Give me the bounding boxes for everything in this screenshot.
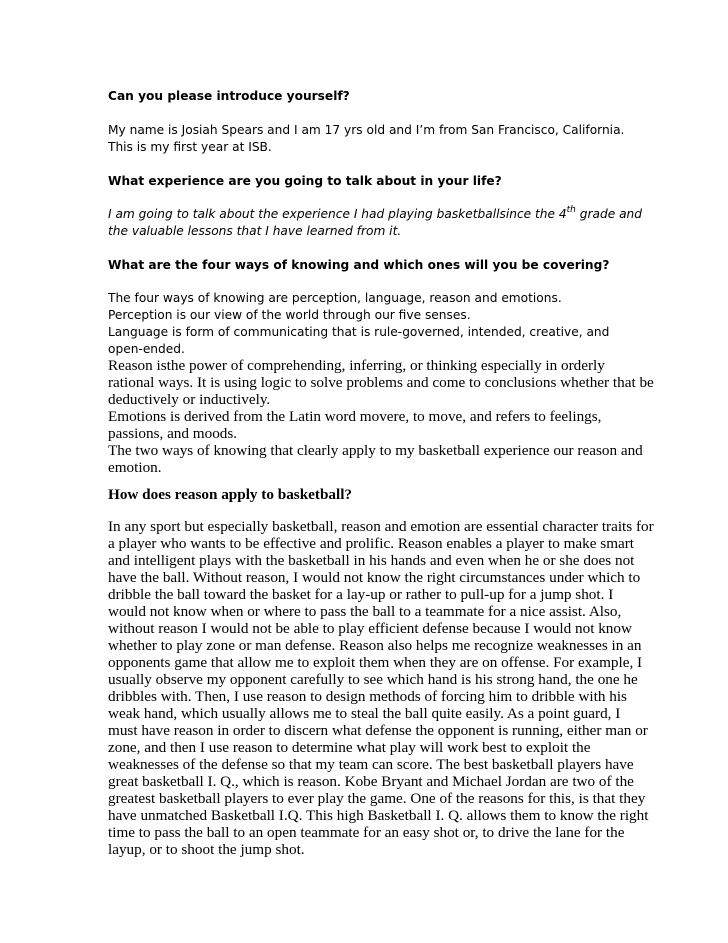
answer-line: greatest basketball players to ever play the game. One of the reasons for this, is that they bbox=[108, 790, 646, 807]
answer-line: have the ball. Without reason, I would not know the right circumstances under which to bbox=[108, 569, 641, 586]
answer-line: layup, or to shoot the jump shot. bbox=[108, 841, 305, 858]
answer-line: Emotions is derived from the Latin word movere, to move, and refers to feelings, bbox=[108, 408, 602, 425]
answer-line: without reason I would not be able to play efficient defense because I would not know bbox=[108, 620, 632, 637]
answer-line: usually observe my opponent carefully to see which hand is his strong hand, the one he bbox=[108, 671, 638, 688]
ordinal-suffix: th bbox=[566, 205, 576, 215]
question-introduce: Can you please introduce yourself? bbox=[108, 89, 350, 103]
answer-line: a player who wants to be effective and prolific. Reason enables a player to make smart bbox=[108, 535, 635, 552]
answer-line: rational ways. It is using logic to solve problems and come to conclusions whether that be bbox=[108, 374, 654, 391]
answer-line: weaknesses of the defense so that my team can score. The best basketball players have bbox=[108, 756, 634, 773]
answer-line: In any sport but especially basketball, reason and emotion are essential character traits for bbox=[108, 518, 654, 535]
answer-experience-text: I am going to talk about the experience I had playing basketballsince the 4 bbox=[108, 207, 567, 221]
answer-line: must have reason in order to discern what defense the opponent is running, either man or bbox=[108, 722, 648, 739]
answer-line: have unmatched Basketball I.Q. This high Basketball I. Q. allows them to know the right bbox=[108, 807, 649, 824]
answer-introduce-line: This is my first year at ISB. bbox=[108, 140, 272, 154]
answer-line: great basketball I. Q., which is reason. Kobe Bryant and Michael Jordan are two of the bbox=[108, 773, 634, 790]
answer-line: weak hand, which usually allows me to steal the ball quite easily. As a point guard, I bbox=[108, 705, 621, 722]
answer-introduce-line: My name is Josiah Spears and I am 17 yrs old and I’m from San Francisco, California. bbox=[108, 123, 625, 137]
answer-line: time to pass the ball to an open teammate for an easy shot or, to drive the lane for the bbox=[108, 824, 625, 841]
answer-line: whether to play zone or man defense. Reason also helps me recognize weaknesses in an bbox=[108, 637, 642, 654]
answer-line: open-ended. bbox=[108, 342, 185, 356]
answer-line: The four ways of knowing are perception, language, reason and emotions. bbox=[108, 291, 562, 305]
answer-line: would not know when or where to pass the ball to a teammate for a nice assist. Also, bbox=[108, 603, 622, 620]
answer-line: and intelligent plays with the basketball in his hands and even when he or she does not bbox=[108, 552, 635, 569]
answer-line: Language is form of communicating that is rule-governed, intended, creative, and bbox=[108, 325, 610, 339]
question-reason-basketball: How does reason apply to basketball? bbox=[108, 486, 353, 503]
answer-experience-text: grade and bbox=[575, 207, 643, 221]
answer-line: passions, and moods. bbox=[108, 425, 238, 442]
answer-line: dribbles with. Then, I use reason to design methods of forcing him to dribble with his bbox=[108, 688, 627, 705]
answer-line: dribble the ball toward the basket for a lay-up or rather to pull-up for a jump shot. I bbox=[108, 586, 614, 603]
answer-line: emotion. bbox=[108, 459, 162, 476]
answer-line: Perception is our view of the world through our five senses. bbox=[108, 308, 471, 322]
question-experience: What experience are you going to talk about in your life? bbox=[108, 174, 502, 188]
answer-line: deductively or inductively. bbox=[108, 391, 271, 408]
answer-line: Reason isthe power of comprehending, inferring, or thinking especially in orderly bbox=[108, 357, 605, 374]
answer-line: zone, and then I use reason to determine what play will work best to exploit the bbox=[108, 739, 591, 756]
question-ways-of-knowing: What are the four ways of knowing and which ones will you be covering? bbox=[108, 258, 610, 272]
answer-experience-line bbox=[108, 207, 642, 221]
answer-line: The two ways of knowing that clearly apply to my basketball experience our reason and bbox=[108, 442, 643, 459]
answer-experience-line: the valuable lessons that I have learned from it. bbox=[108, 224, 402, 238]
answer-line: opponents game that allow me to exploit them when they are on offense. For example, I bbox=[108, 654, 643, 671]
